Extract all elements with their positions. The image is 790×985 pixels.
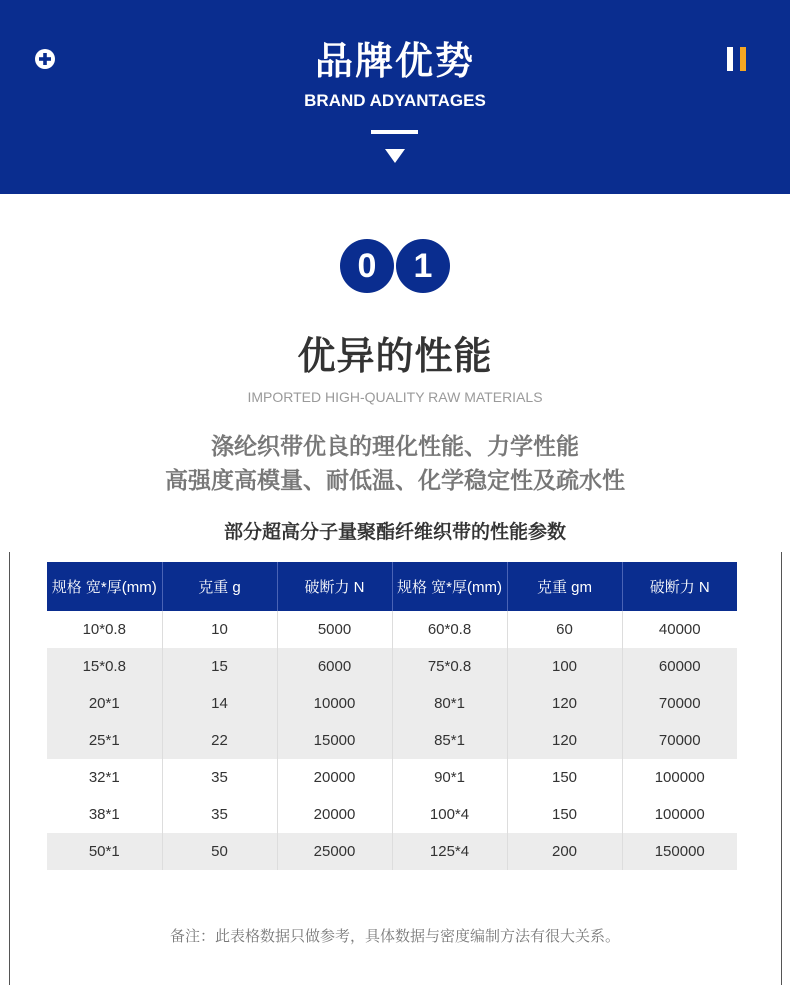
- table-cell: 120: [507, 685, 622, 722]
- table-cell: 100000: [654, 806, 705, 823]
- section-title: 优异的性能: [297, 334, 493, 378]
- table-cell: 120: [507, 722, 622, 759]
- footnote: 备注：此表格数据只做参考，具体数据与密度编制方法有很大关系。: [169, 927, 620, 945]
- table-cell: 10000: [277, 685, 392, 722]
- table-cell: 150: [507, 759, 622, 796]
- table-cell: 75*0.8: [392, 648, 507, 685]
- table-row: [47, 648, 737, 685]
- table-cell: 50*1: [47, 833, 162, 870]
- description-line: 高强度高模量、耐低温、化学稳定性及疏水性: [165, 468, 625, 494]
- table-cell: 40000: [658, 621, 701, 638]
- header-cell-weight: 克重 g: [162, 562, 277, 611]
- table-cell: 150: [507, 796, 622, 833]
- table-cell: 10: [162, 611, 277, 648]
- table-cell: 70000: [622, 722, 737, 759]
- table-cell: 20*1: [47, 685, 162, 722]
- table-cell: 125*4: [392, 833, 507, 870]
- table-row: [47, 722, 737, 759]
- table-cell: 100000: [654, 769, 705, 786]
- table-row: [47, 685, 737, 722]
- table-cell: 15000: [277, 722, 392, 759]
- table-row: [47, 796, 737, 833]
- table-cell: 150000: [622, 833, 737, 870]
- header-cell-spec: 规格 宽*厚(mm): [47, 562, 162, 611]
- section-number-digit: 1: [396, 239, 450, 293]
- table-cell: 14: [162, 685, 277, 722]
- table-cell: 80*1: [392, 685, 507, 722]
- down-arrow-icon: [385, 149, 405, 163]
- table-row: [47, 611, 737, 648]
- table-cell: 32*1: [47, 759, 162, 796]
- table-row: [47, 759, 737, 796]
- table-cell: 25*1: [47, 722, 162, 759]
- performance-table: [47, 562, 737, 870]
- table-row: [47, 833, 737, 870]
- section-subtitle: IMPORTED HIGH-QUALITY RAW MATERIALS: [247, 389, 543, 405]
- table-cell: 25000: [277, 833, 392, 870]
- table-cell: 90*1: [392, 759, 507, 796]
- table-cell: 20000: [277, 759, 392, 796]
- table-cell: 5000: [277, 611, 392, 648]
- header-cell-spec: 规格 宽*厚(mm): [392, 562, 507, 611]
- header-cell-breaking-force: 破断力 N: [277, 562, 392, 611]
- table-cell: 60: [507, 611, 622, 648]
- table-cell: 50: [162, 833, 277, 870]
- table-cell: 85*1: [392, 722, 507, 759]
- table-cell: 60000: [622, 648, 737, 685]
- header-cell-weight: 克重 gm: [507, 562, 622, 611]
- table-cell: 15: [162, 648, 277, 685]
- table-header-row: [47, 562, 737, 611]
- table-cell: 100*4: [392, 796, 507, 833]
- table-cell: 100: [507, 648, 622, 685]
- header-divider: [371, 130, 418, 134]
- table-cell: 200: [507, 833, 622, 870]
- pause-icon[interactable]: [727, 47, 747, 71]
- section-number-digit: 0: [340, 239, 394, 293]
- table-cell: 10*0.8: [47, 611, 162, 648]
- table-cell: 38*1: [47, 796, 162, 833]
- table-title: 部分超高分子量聚酯纤维织带的性能参数: [223, 521, 566, 543]
- table-cell: 15*0.8: [47, 648, 162, 685]
- right-guide-line: [781, 552, 782, 985]
- table-cell: 70000: [622, 685, 737, 722]
- table-cell: 22: [162, 722, 277, 759]
- header-title: 品牌优势: [314, 39, 475, 83]
- header-cell-breaking-force: 破断力 N: [622, 562, 737, 611]
- table-cell: 35: [162, 796, 277, 833]
- description-line: 涤纶织带优良的理化性能、力学性能: [211, 434, 579, 460]
- table-cell: 6000: [277, 648, 392, 685]
- table-cell: 20000: [277, 796, 392, 833]
- header-subtitle: BRAND ADYANTAGES: [304, 91, 486, 110]
- header-banner: [0, 0, 790, 194]
- table-cell: 60*0.8: [392, 611, 507, 648]
- left-guide-line: [9, 552, 10, 985]
- table-cell: 35: [162, 759, 277, 796]
